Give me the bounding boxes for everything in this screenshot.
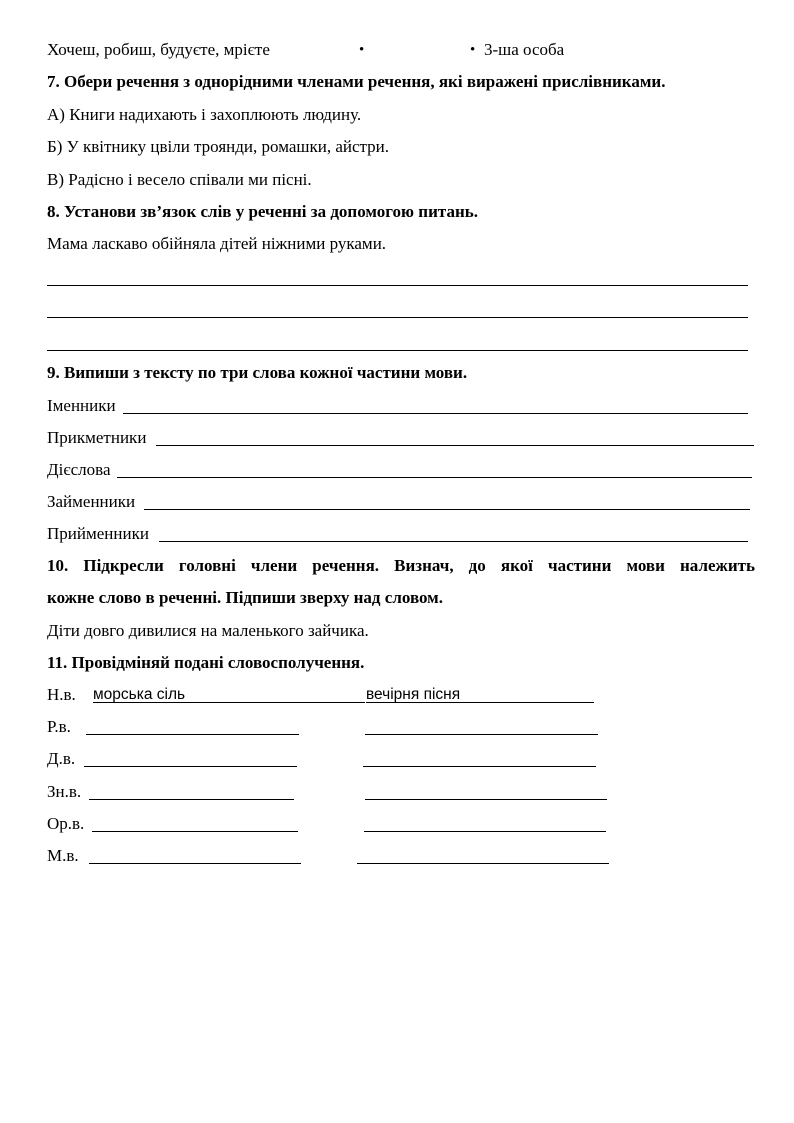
q10-sentence: Діти довго дивилися на маленького зайчика. xyxy=(47,621,369,640)
q8-title: 8. Установи зв’язок слів у реченні за допомогою питань. xyxy=(47,202,478,221)
q8-answer-line[interactable] xyxy=(47,285,748,286)
q10-title-line1: 10. Підкресли головні члени речення. Визнач, до якої частини мови належить xyxy=(47,556,755,575)
q9-nouns-line[interactable] xyxy=(123,413,748,414)
q11-case-dat: Д.в. xyxy=(47,749,76,768)
q11-ins-line1[interactable] xyxy=(92,831,298,832)
q10-title-line2: кожне слово в реченні. Підпиши зверху над словом. xyxy=(47,588,444,607)
q9-title: 9. Випиши з тексту по три слова кожної частини мови. xyxy=(47,363,468,382)
q11-phrase2: вечірня пісня xyxy=(366,686,461,703)
q11-nom-line2[interactable] xyxy=(366,702,594,703)
q7-option-c: В) Радісно і весело співали ми пісні. xyxy=(47,170,312,189)
q11-acc-line2[interactable] xyxy=(365,799,607,800)
q11-loc-line1[interactable] xyxy=(89,863,301,864)
q11-gen-line2[interactable] xyxy=(365,734,598,735)
q9-pronouns-line[interactable] xyxy=(144,509,750,510)
top-row-person: 3-ша особа xyxy=(484,40,565,59)
q11-dat-line1[interactable] xyxy=(84,766,297,767)
q8-sentence: Мама ласкаво обійняла дітей ніжними руками. xyxy=(47,234,387,253)
q11-case-nom: Н.в. xyxy=(47,685,76,704)
bullet-icon: • xyxy=(470,42,476,58)
bullet-icon: • xyxy=(359,42,365,58)
top-row-words: Хочеш, робиш, будуєте, мрієте xyxy=(47,40,270,59)
q7-title: 7. Обери речення з однорідними членами речення, які виражені прислівниками. xyxy=(47,72,666,91)
q9-label-verbs: Дієслова xyxy=(47,460,111,479)
q11-nom-line1[interactable] xyxy=(93,702,365,703)
q11-title: 11. Провідміняй подані словосполучення. xyxy=(47,653,365,672)
q9-prepositions-line[interactable] xyxy=(159,541,748,542)
q11-case-loc: М.в. xyxy=(47,846,79,865)
q8-answer-line[interactable] xyxy=(47,317,748,318)
q11-ins-line2[interactable] xyxy=(364,831,606,832)
q9-verbs-line[interactable] xyxy=(117,477,752,478)
q11-gen-line1[interactable] xyxy=(86,734,299,735)
q9-adjectives-line[interactable] xyxy=(156,445,754,446)
q11-case-acc: Зн.в. xyxy=(47,782,82,801)
q7-option-b: Б) У квітнику цвіли троянди, ромашки, айстри. xyxy=(47,137,390,156)
q9-label-adjectives: Прикметники xyxy=(47,428,147,447)
q11-phrase1: морська сіль xyxy=(93,686,186,703)
q9-label-prepositions: Прийменники xyxy=(47,524,149,543)
q7-option-a: А) Книги надихають і захоплюють людину. xyxy=(47,105,362,124)
q8-answer-line[interactable] xyxy=(47,350,748,351)
q11-acc-line1[interactable] xyxy=(89,799,294,800)
q11-case-gen: Р.в. xyxy=(47,717,71,736)
q11-loc-line2[interactable] xyxy=(357,863,609,864)
q11-dat-line2[interactable] xyxy=(363,766,596,767)
q9-label-nouns: Іменники xyxy=(47,396,116,415)
q9-label-pronouns: Займенники xyxy=(47,492,136,511)
q11-case-ins: Ор.в. xyxy=(47,814,85,833)
